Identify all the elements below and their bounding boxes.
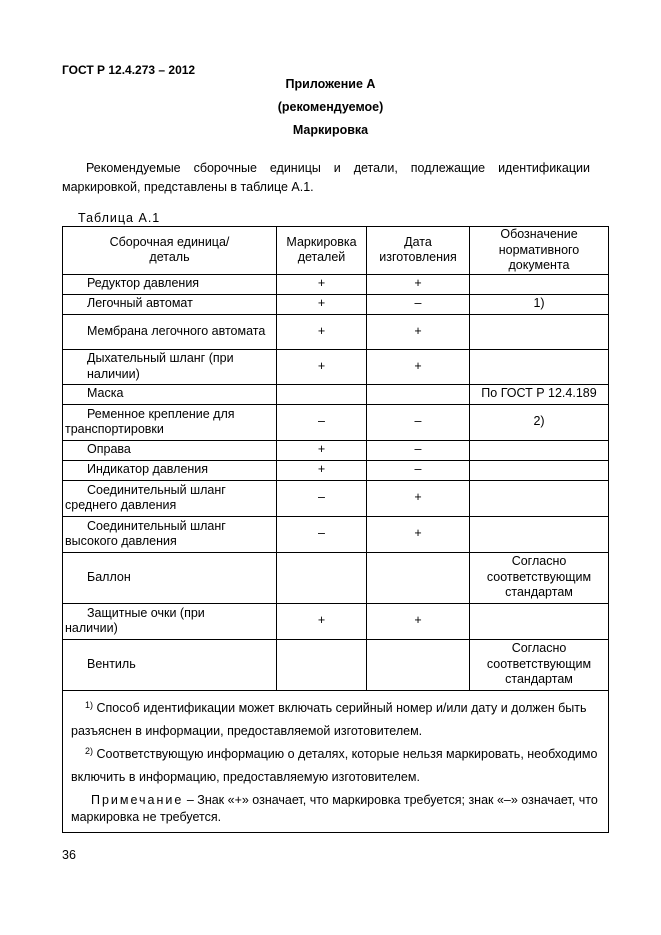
row-marking (277, 639, 367, 690)
table-row (63, 294, 609, 314)
table-row (63, 603, 609, 639)
row-marking (277, 384, 367, 404)
appendix-title: Приложение А (285, 77, 376, 91)
row-marking: + (277, 274, 367, 294)
page-number: 36 (62, 848, 76, 862)
row-name-text: Ременное крепление для транспортировки (65, 406, 235, 436)
row-doc: 2) (470, 404, 609, 440)
table-row (63, 274, 609, 294)
row-marking: + (277, 314, 367, 349)
row-marking: – (277, 480, 367, 516)
row-name: Мембрана легочного автомата (63, 314, 277, 349)
row-doc: Согласно соответствующим стандартам (470, 639, 609, 690)
table-row (63, 314, 609, 349)
row-name: Индикатор давления (63, 460, 277, 480)
appendix-subject: Маркировка (292, 123, 369, 137)
table-notes-row (63, 690, 609, 832)
row-date (367, 552, 470, 603)
row-date: + (367, 603, 470, 639)
footnote-1-text: Способ идентификации может включать серийный номер и/или дату и должен быть разъяснен в информации, предоставляемой изготовителем. (71, 700, 587, 738)
document-code: ГОСТ Р 12.4.273 – 2012 (62, 63, 196, 77)
footnote-2-mark: 2) (85, 745, 94, 756)
table-row (63, 404, 609, 440)
row-date: – (367, 440, 470, 460)
row-doc: Согласно соответствующим стандартам (470, 552, 609, 603)
intro-paragraph: Рекомендуемые сборочные единицы и детали, подлежащие идентификации маркировкой, представлены в таблице А.1. (62, 161, 590, 194)
row-marking: + (277, 440, 367, 460)
row-date: + (367, 480, 470, 516)
row-name: Вентиль (63, 639, 277, 690)
row-date (367, 384, 470, 404)
marking-table (62, 226, 609, 833)
row-name (63, 603, 277, 639)
row-name: Легочный автомат (63, 294, 277, 314)
row-date: – (367, 404, 470, 440)
row-marking: – (277, 404, 367, 440)
table-row (63, 440, 609, 460)
row-doc (470, 440, 609, 460)
row-doc (470, 460, 609, 480)
table-row (63, 639, 609, 690)
row-date: + (367, 314, 470, 349)
row-doc: По ГОСТ Р 12.4.189 (470, 384, 609, 404)
row-date: + (367, 349, 470, 384)
row-date: – (367, 294, 470, 314)
row-name (63, 404, 277, 440)
footnote-1-mark: 1) (85, 699, 94, 710)
note-text: – Знак «+» означает, что маркировка требуется; знак «–» означает, что маркировка не требуется. (71, 792, 598, 824)
table-header-row (63, 227, 609, 275)
row-doc (470, 480, 609, 516)
row-marking (277, 552, 367, 603)
footnote-1 (71, 697, 598, 743)
row-name: Оправа (63, 440, 277, 460)
row-name: Дыхательный шланг (при наличии) (63, 349, 277, 384)
table-row (63, 384, 609, 404)
table-row (63, 516, 609, 552)
row-marking: – (277, 516, 367, 552)
row-doc (470, 516, 609, 552)
row-marking: + (277, 460, 367, 480)
row-name (63, 516, 277, 552)
row-name-text: Защитные очки (при наличии) (65, 605, 205, 635)
table-row (63, 480, 609, 516)
footnote-2 (71, 743, 598, 789)
header-manufacture-date: Дата изготовления (367, 227, 470, 275)
footnote-2-text: Соответствующую информацию о деталях, которые нельзя маркировать, необходимо включить в информацию, предоставляемую изготовителем. (71, 746, 598, 784)
table-notes (63, 690, 609, 832)
row-name: Баллон (63, 552, 277, 603)
table-row (63, 460, 609, 480)
table-row (63, 552, 609, 603)
appendix-status: (рекомендуемое) (277, 100, 384, 114)
row-doc (470, 314, 609, 349)
row-marking: + (277, 294, 367, 314)
row-doc (470, 603, 609, 639)
row-date: – (367, 460, 470, 480)
row-name: Маска (63, 384, 277, 404)
row-date (367, 639, 470, 690)
row-name-text: Соединительный шланг среднего давления (65, 482, 226, 512)
row-marking: + (277, 603, 367, 639)
row-marking: + (277, 349, 367, 384)
row-doc (470, 349, 609, 384)
table-row (63, 349, 609, 384)
row-name (63, 480, 277, 516)
row-doc (470, 274, 609, 294)
header-assembly-unit: Сборочная единица/деталь (63, 227, 277, 275)
table-caption: Таблица А.1 (78, 211, 161, 225)
row-name-text: Соединительный шланг высокого давления (65, 518, 226, 548)
note-label: Примечание (91, 792, 184, 807)
row-doc: 1) (470, 294, 609, 314)
row-name: Редуктор давления (63, 274, 277, 294)
header-normative-document: Обозначение нормативного документа (470, 227, 609, 275)
row-date: + (367, 516, 470, 552)
header-marking: Маркировка деталей (277, 227, 367, 275)
row-date: + (367, 274, 470, 294)
table-note (71, 792, 598, 826)
